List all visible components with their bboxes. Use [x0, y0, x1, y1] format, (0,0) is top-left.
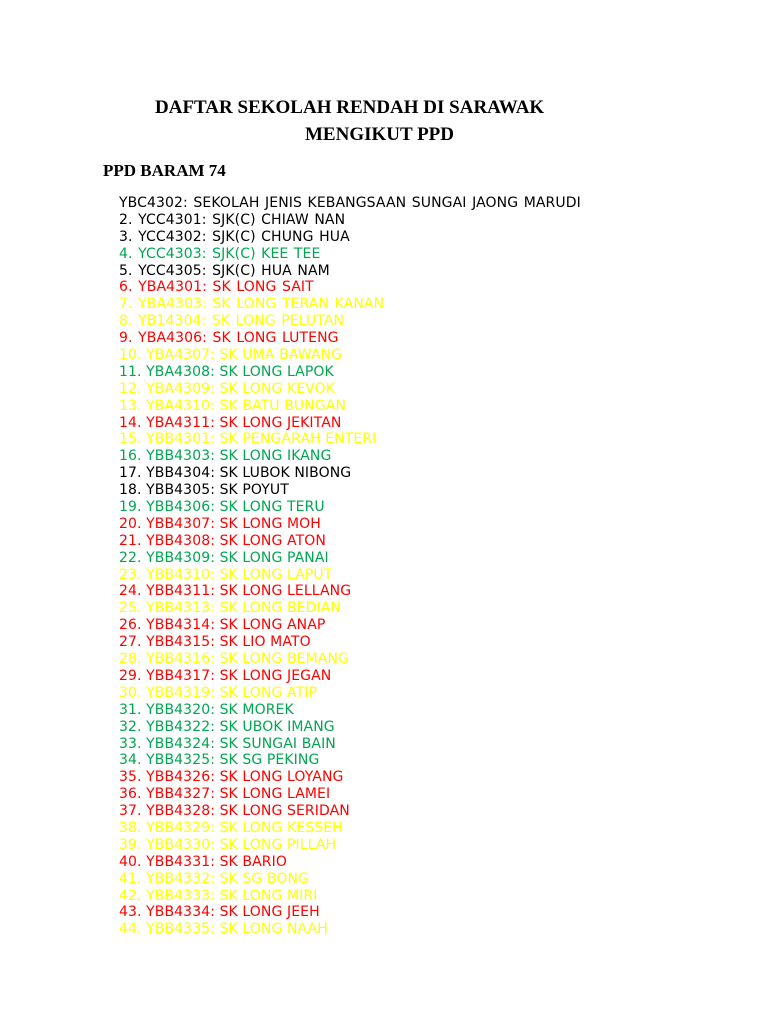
list-item: 11. YBA4308: SK LONG LAPOK	[119, 363, 334, 380]
list-item: 22. YBB4309: SK LONG PANAI	[119, 549, 329, 566]
list-item: 41. YBB4332: SK SG BONG	[119, 870, 309, 887]
list-item: 10. YBA4307: SK UMA BAWANG	[119, 347, 343, 364]
list-item: 16. YBB4303: SK LONG IKANG	[119, 448, 332, 465]
list-item: 19. YBB4306: SK LONG TERU	[119, 499, 325, 516]
list-item: 3. YCC4302: SJK(C) CHUNG HUA	[119, 228, 350, 245]
list-item: 12. YBA4309: SK LONG KEVOK	[119, 380, 336, 397]
list-item: 26. YBB4314: SK LONG ANAP	[119, 617, 326, 634]
list-item: 5. YCC4305: SJK(C) HUA NAM	[119, 262, 330, 279]
list-item: 42. YBB4333: SK LONG MIRI	[119, 887, 318, 904]
list-item: 7. YBA4303: SK LONG TERAN KANAN	[119, 296, 385, 313]
list-item: 32. YBB4322: SK UBOK IMANG	[119, 718, 335, 735]
list-item: 36. YBB4327: SK LONG LAMEI	[119, 786, 331, 803]
list-item: 28. YBB4316: SK LONG BEMANG	[119, 651, 350, 668]
list-item: 4. YCC4303: SJK(C) KEE TEE	[119, 245, 321, 262]
list-item: 27. YBB4315: SK LIO MATO	[119, 634, 311, 651]
list-item: 6. YBA4301: SK LONG SAIT	[119, 279, 314, 296]
list-item: 13. YBA4310: SK BATU BUNGAN	[119, 397, 347, 414]
list-item: 2. YCC4301: SJK(C) CHIAW NAN	[119, 211, 346, 228]
list-item: 21. YBB4308: SK LONG ATON	[119, 532, 326, 549]
list-item: 43. YBB4334: SK LONG JEEH	[119, 904, 320, 921]
list-item: YBC4302: SEKOLAH JENIS KEBANGSAAN SUNGAI JAONG MARUDI	[119, 195, 581, 211]
page-title: DAFTAR SEKOLAH RENDAH DI SARAWAK	[155, 97, 545, 118]
list-item: 14. YBA4311: SK LONG JEKITAN	[119, 414, 342, 431]
page-subtitle: MENGIKUT PPD	[305, 124, 455, 145]
section-heading: PPD BARAM 74	[103, 161, 226, 180]
list-item: 38. YBB4329: SK LONG KESSEH	[119, 819, 343, 836]
list-item: 8. YB14304: SK LONG PELUTAN	[119, 313, 345, 330]
list-item: 37. YBB4328: SK LONG SERIDAN	[119, 803, 350, 820]
list-item: 15. YBB4301: SK PENGARAH ENTERI	[119, 431, 377, 448]
list-item: 31. YBB4320: SK MOREK	[119, 701, 294, 718]
list-item: 20. YBB4307: SK LONG MOH	[119, 515, 321, 532]
list-item: 39. YBB4330: SK LONG PILLAH	[119, 836, 337, 853]
list-item: 29. YBB4317: SK LONG JEGAN	[119, 667, 332, 684]
list-item: 35. YBB4326: SK LONG LOYANG	[119, 769, 344, 786]
list-item: 17. YBB4304: SK LUBOK NIBONG	[119, 465, 352, 482]
list-item: 9. YBA4306: SK LONG LUTENG	[119, 330, 339, 347]
list-item: 25. YBB4313: SK LONG BEDIAN	[119, 600, 341, 617]
list-item: 33. YBB4324: SK SUNGAI BAIN	[119, 735, 336, 752]
list-item: 18. YBB4305: SK POYUT	[119, 482, 289, 499]
list-item: 40. YBB4331: SK BARIO	[119, 853, 287, 870]
school-list	[119, 195, 581, 938]
list-item: 34. YBB4325: SK SG PEKING	[119, 752, 320, 769]
list-item: 44. YBB4335: SK LONG NAAH	[119, 921, 328, 938]
list-item: 23. YBB4310: SK LONG LAPUT	[119, 566, 333, 583]
list-item: 30. YBB4319: SK LONG ATIP	[119, 684, 317, 701]
list-item: 24. YBB4311: SK LONG LELLANG	[119, 583, 352, 600]
